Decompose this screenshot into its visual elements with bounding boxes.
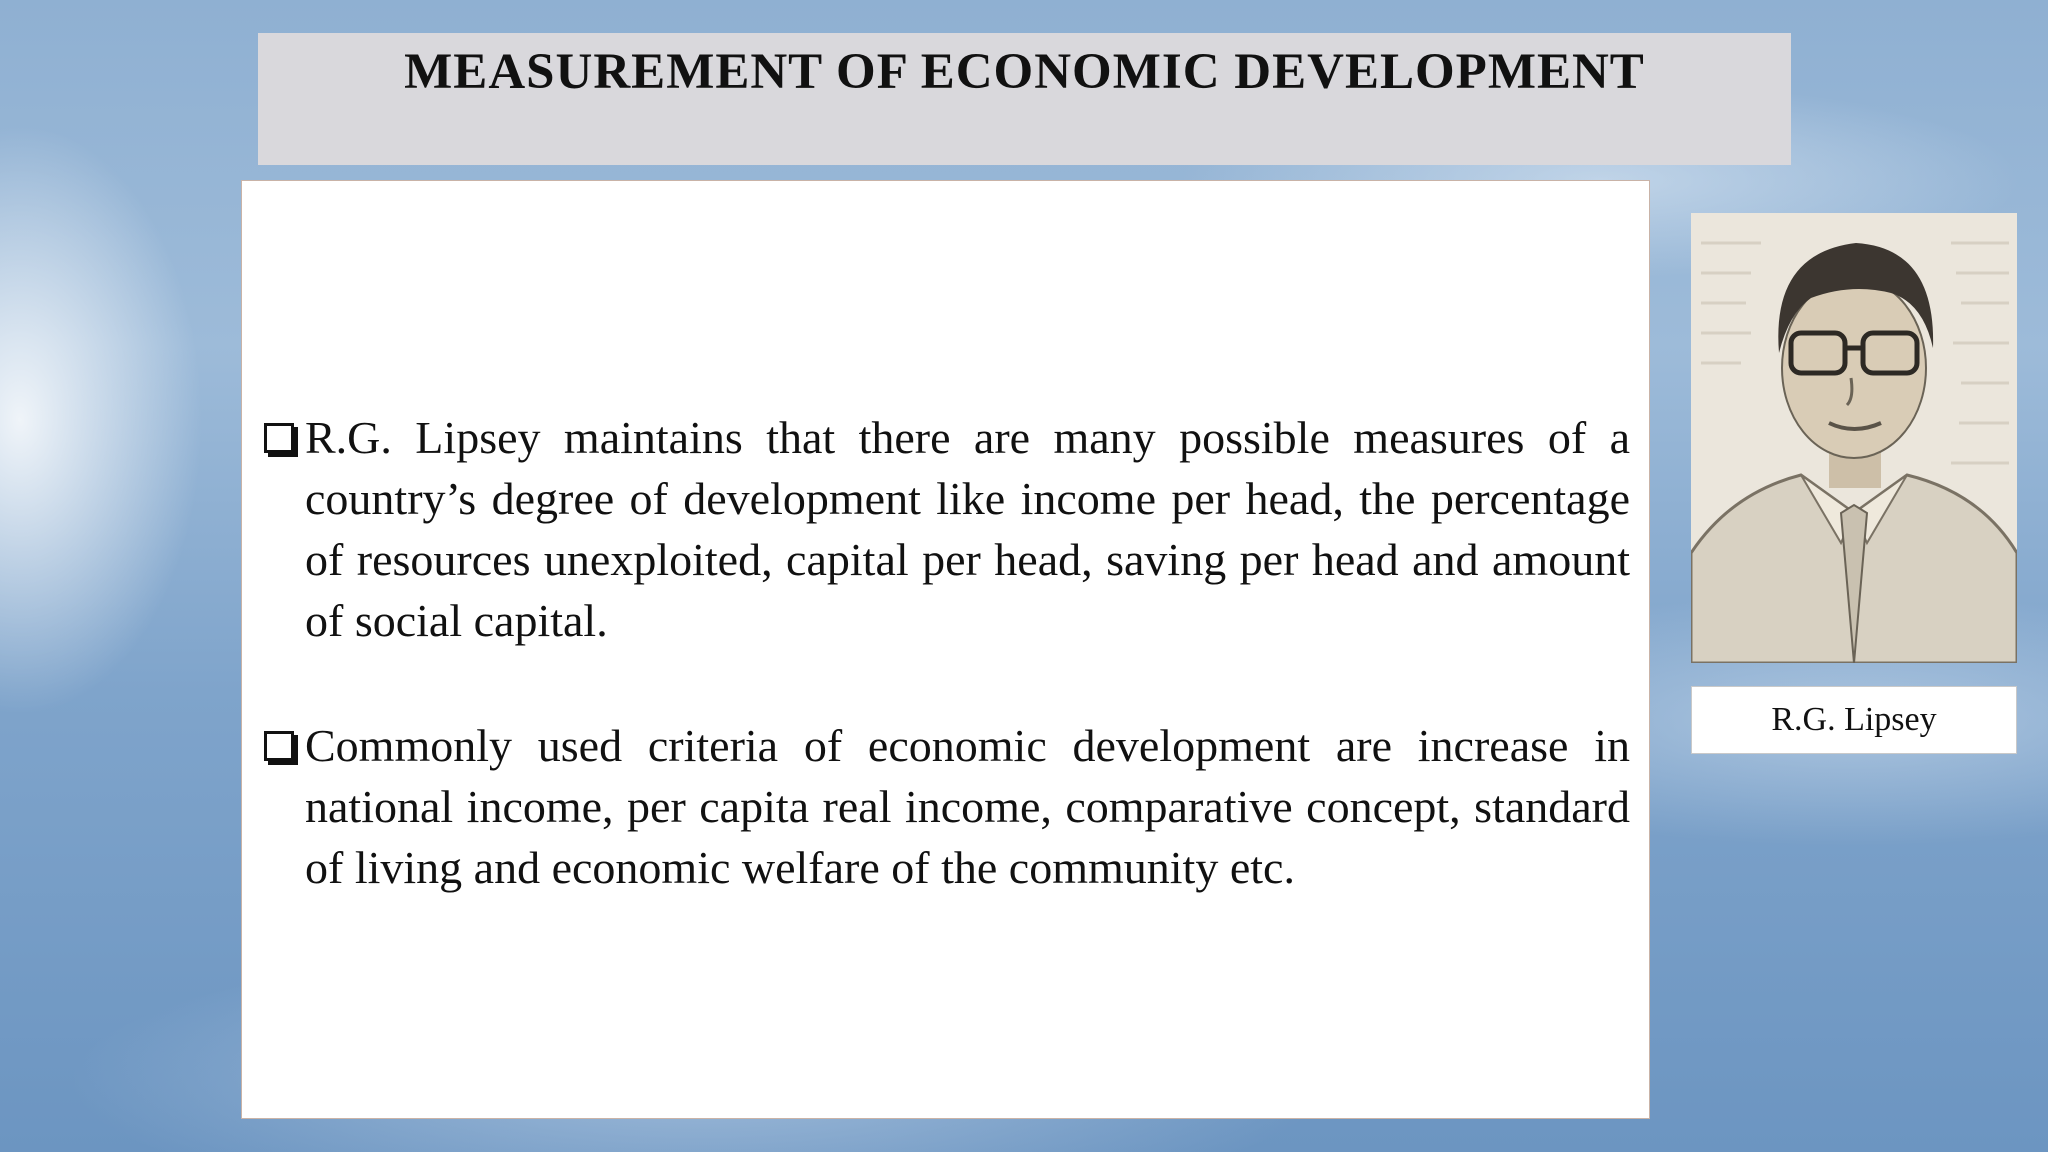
bullet-item [260, 407, 1630, 651]
photo-caption: R.G. Lipsey [1771, 701, 1937, 738]
photo-caption-box [1691, 686, 2017, 754]
bullet-text: Commonly used criteria of economic development are increase in national income, per capita real income, comparative concept, standard of living and economic welfare of the community etc. [305, 720, 1630, 893]
portrait-photo [1691, 213, 2017, 663]
checkbox-bullet-icon [264, 731, 294, 761]
slide-title: MEASUREMENT OF ECONOMIC DEVELOPMENT [404, 44, 1645, 100]
checkbox-bullet-icon [264, 423, 294, 453]
content-box [241, 180, 1650, 1119]
bullet-item [260, 715, 1630, 898]
portrait-image [1691, 213, 2017, 663]
bullet-text: R.G. Lipsey maintains that there are many possible measures of a country’s degree of development like income per head, the percentage of resources unexploited, capital per head, saving per head and amount of social capital. [305, 412, 1630, 646]
title-bar [258, 33, 1791, 165]
